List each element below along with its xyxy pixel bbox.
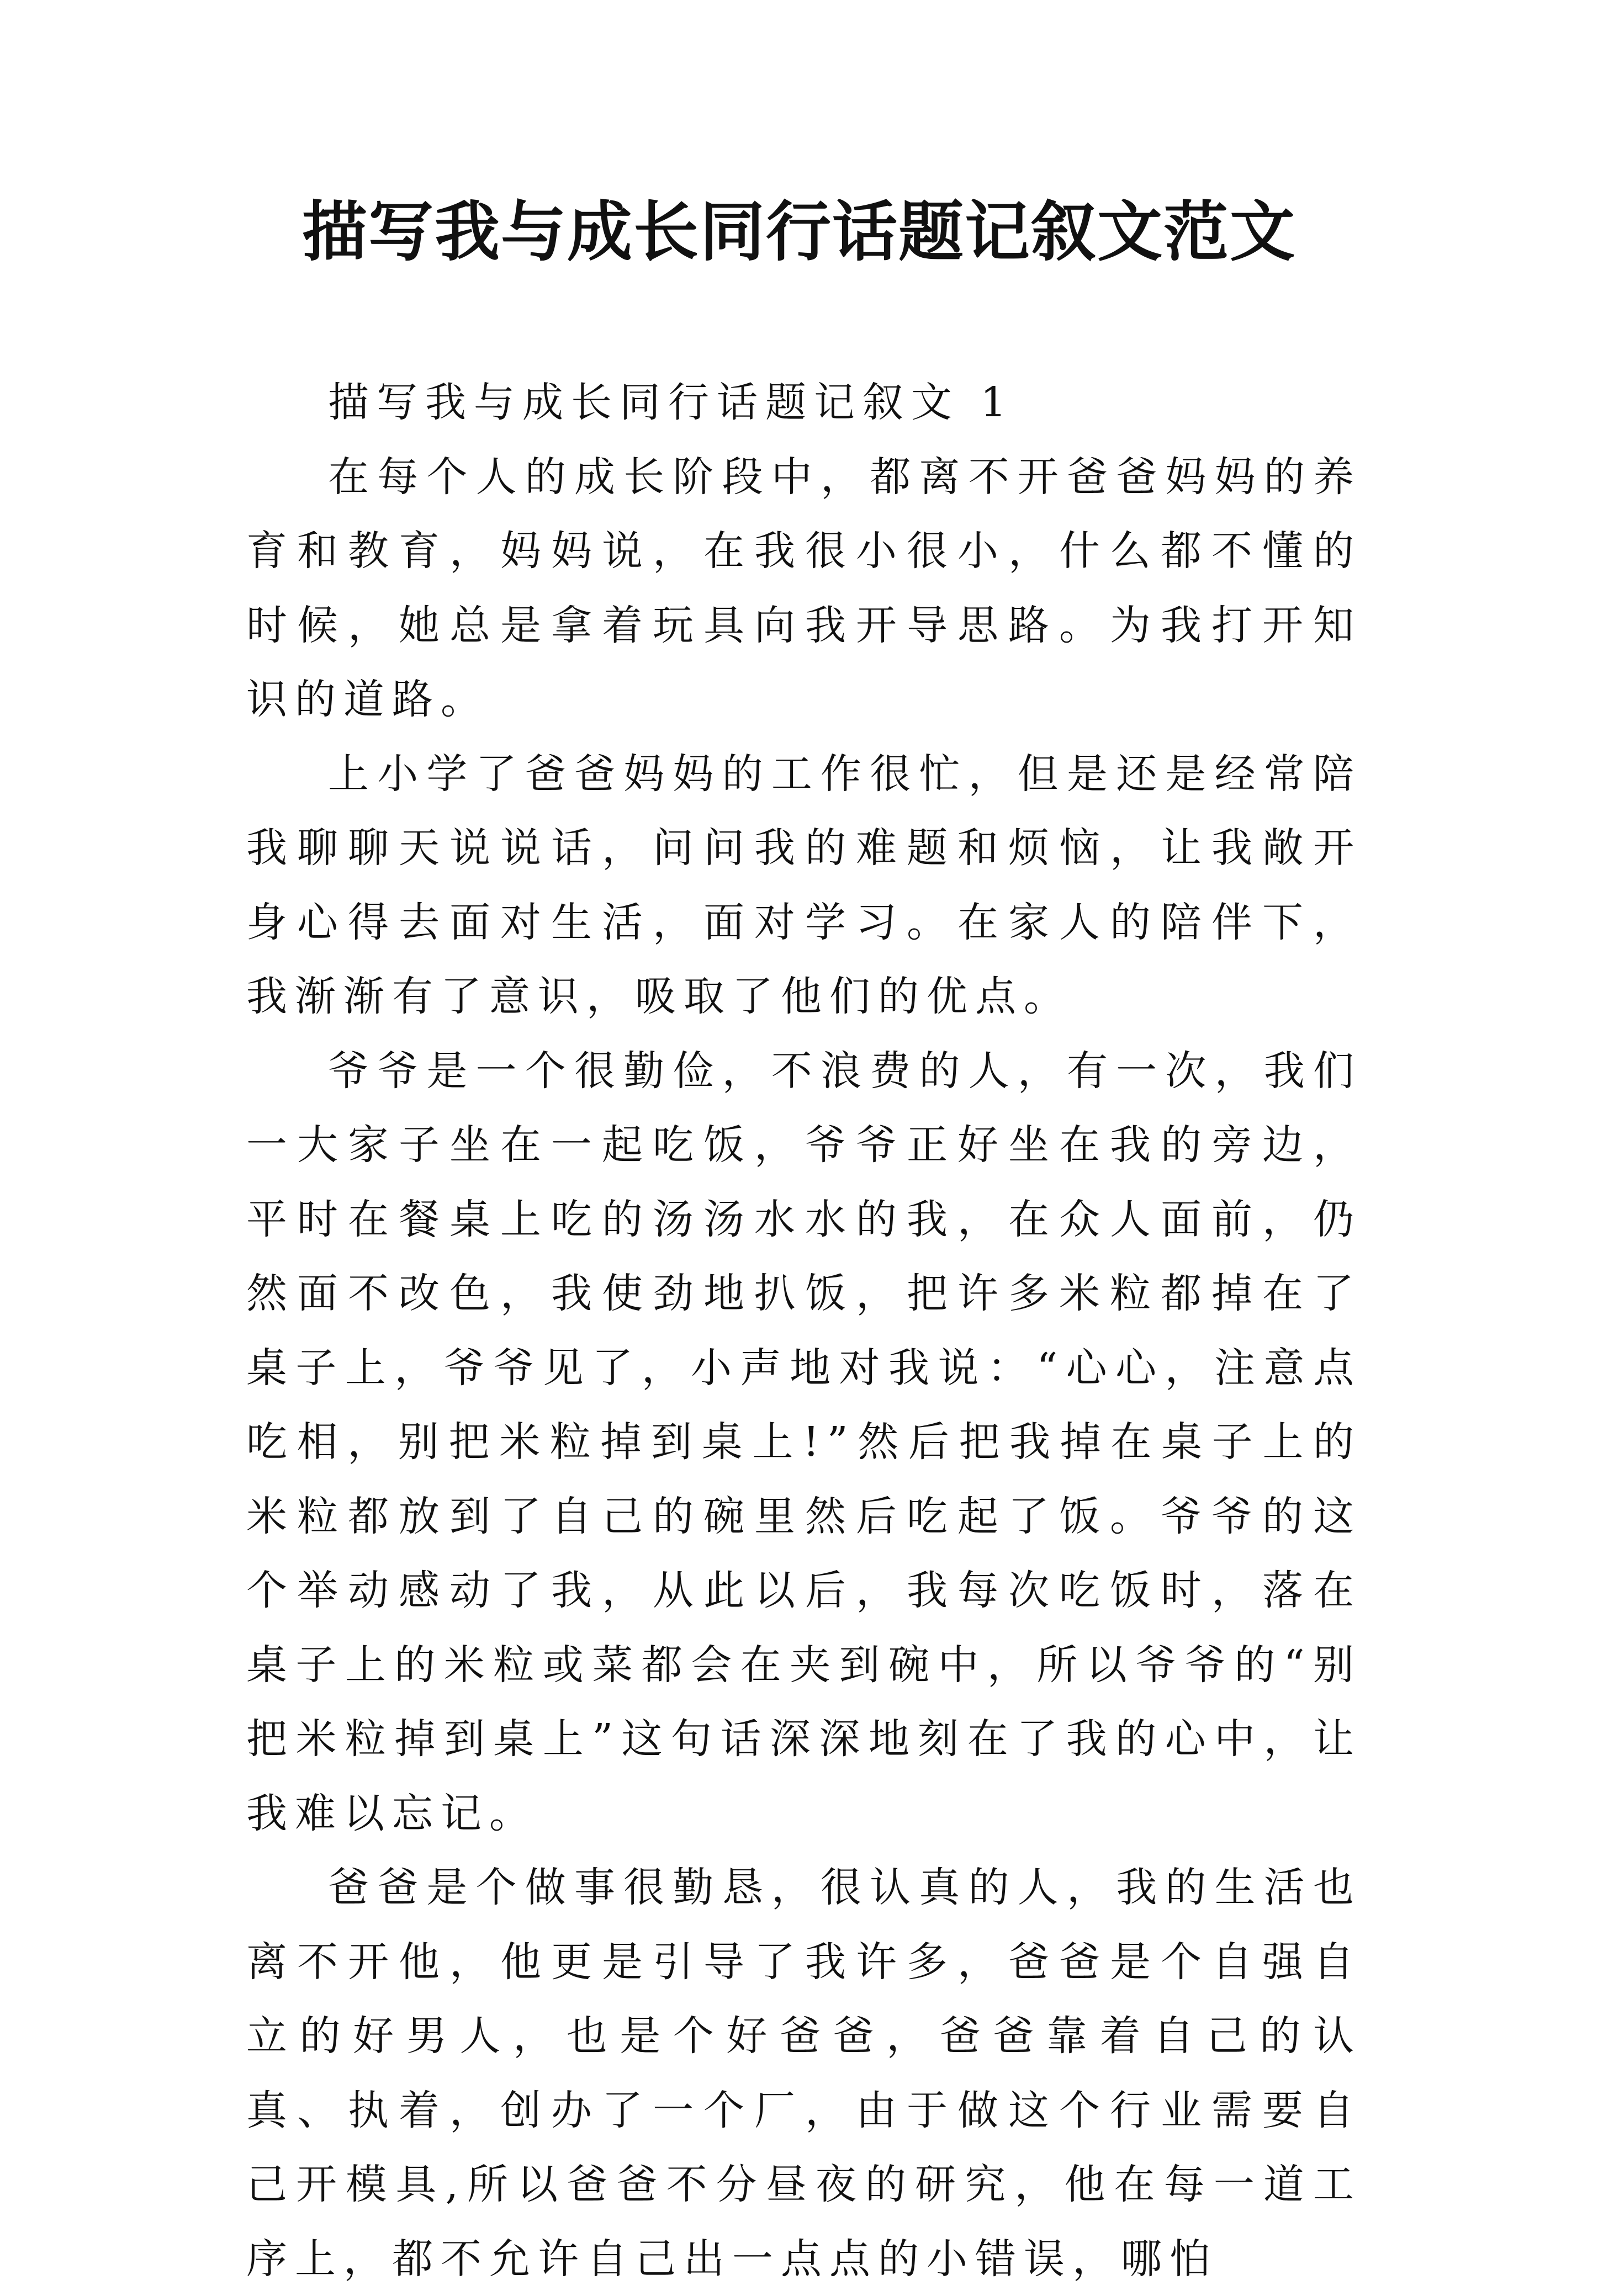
paragraph: 爷爷是一个很勤俭，不浪费的人，有一次，我们一大家子坐在一起吃饭，爷爷正好坐在我的旁边，平时在餐桌上吃的汤汤水水的我，在众人面前，仍然面不改色，我使劲地扒饭，把许多米粒都掉在了桌子上，爷爷见了，小声地对我说：“心心，注意点吃相，别把米粒掉到桌上!”然后把我掉在桌子上的米粒都放到了自己的碗里然后吃起了饭。爷爷的这个举动感动了我，从此以后，我每次吃饭时，落在桌子上的米粒或菜都会在夹到碗中，所以爷爷的“别把米粒掉到桌上”这句话深深地刻在了我的心中，让我难以忘记。 xyxy=(246,1047,1362,1837)
document-title: 描写我与成长同行话题记叙文范文 xyxy=(301,193,1296,270)
paragraph: 爸爸是个做事很勤恳，很认真的人，我的生活也离不开他，他更是引导了我许多，爸爸是个自强自立的好男人，也是个好爸爸，爸爸靠着自己的认真、执着，创办了一个厂，由于做这个行业需要自己开模具,所以爸爸不分昼夜的研究，他在每一道工序上，都不允许自己出一点点的小错误，哪怕 xyxy=(246,1864,1362,2283)
paragraph: 上小学了爸爸妈妈的工作很忙，但是还是经常陪我聊聊天说说话，问问我的难题和烦恼，让我敞开身心得去面对生活，面对学习。在家人的陪伴下，我渐渐有了意识，吸取了他们的优点。 xyxy=(246,750,1362,1020)
paragraph: 在每个人的成长阶段中，都离不开爸爸妈妈的养育和教育，妈妈说，在我很小很小，什么都不懂的时候，她总是拿着玩具向我开导思路。为我打开知识的道路。 xyxy=(246,453,1362,723)
section-heading: 描写我与成长同行话题记叙文 1 xyxy=(328,379,1014,426)
document-body xyxy=(246,365,1362,2296)
